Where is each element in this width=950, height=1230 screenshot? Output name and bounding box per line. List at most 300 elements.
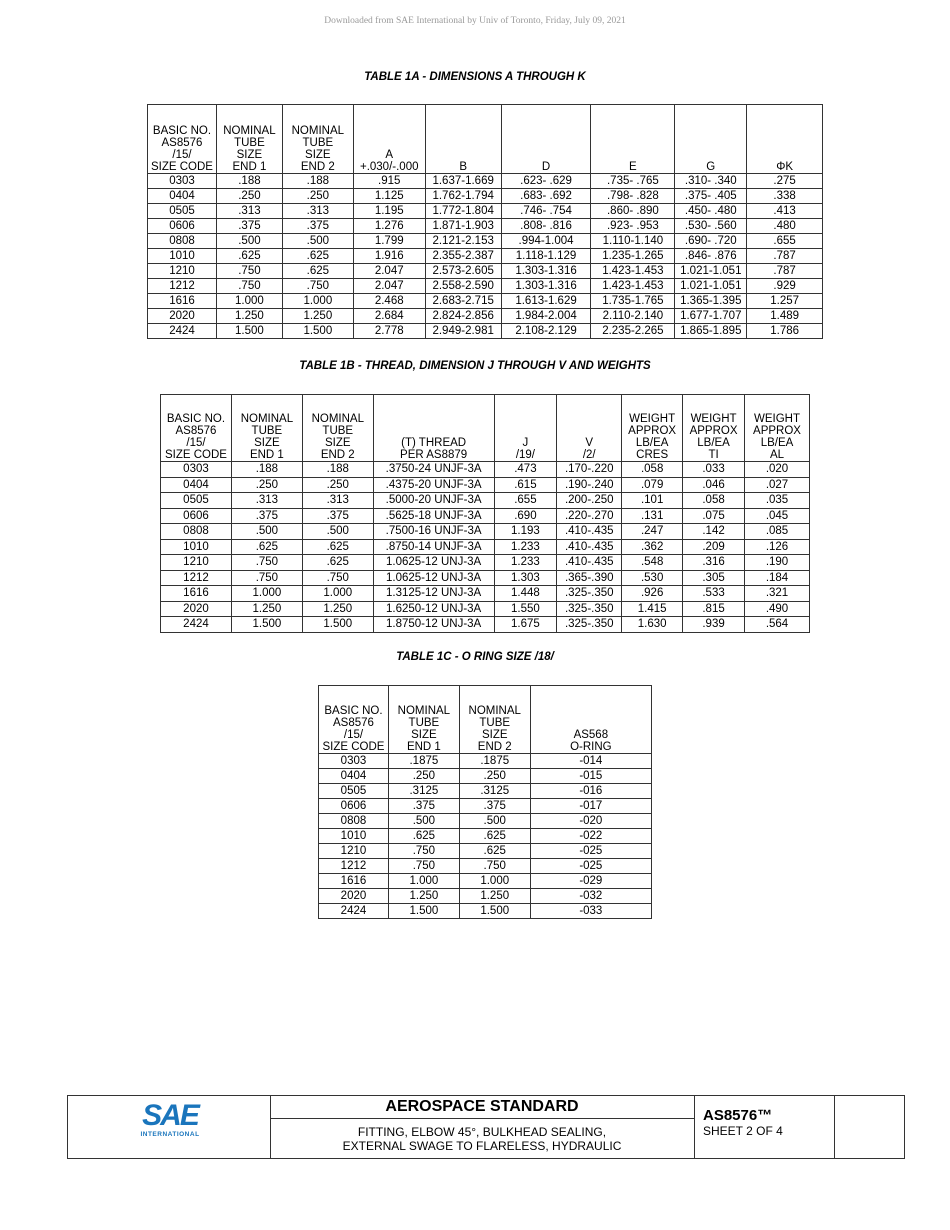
table-row <box>161 524 810 540</box>
column-header-line: WEIGHT <box>754 413 800 425</box>
table-cell: 1.193 <box>494 524 557 540</box>
column-header <box>231 395 302 462</box>
table-cell: 1.000 <box>216 294 282 309</box>
table-cell: 1.772-1.804 <box>425 204 501 219</box>
table-cell: 0606 <box>161 508 232 524</box>
table-cell: .750 <box>216 279 282 294</box>
table-cell: .815 <box>683 601 745 617</box>
column-header <box>459 686 530 754</box>
table-cell: 1.500 <box>388 904 459 919</box>
column-header-line: AS568 <box>573 729 609 741</box>
table-cell: 1.233 <box>494 555 557 571</box>
table-cell: .929 <box>747 279 823 294</box>
table-cell: 1.3125-12 UNJ-3A <box>373 586 494 602</box>
table-cell: 1.637-1.669 <box>425 174 501 189</box>
table-cell: .310- .340 <box>675 174 747 189</box>
table-cell: 1616 <box>148 294 217 309</box>
column-header-line: SIZE <box>254 437 280 449</box>
table-cell: 1.000 <box>459 874 530 889</box>
table-cell: .500 <box>282 234 353 249</box>
column-header-line: PER AS8879 <box>400 449 468 461</box>
column-header-line: NOMINAL <box>468 705 521 717</box>
table-cell: .313 <box>231 493 302 509</box>
column-header-line: V <box>585 437 594 449</box>
table-cell: -025 <box>530 844 651 859</box>
table-cell: .142 <box>683 524 745 540</box>
table-cell: .625 <box>302 555 373 571</box>
table-cell: -033 <box>530 904 651 919</box>
table-cell: 2.778 <box>353 324 425 339</box>
logo-cell <box>68 1096 271 1158</box>
table-cell: .5000-20 UNJF-3A <box>373 493 494 509</box>
table-row <box>319 859 652 874</box>
column-header-line: TUBE <box>322 425 354 437</box>
table-1a-title: TABLE 1A - DIMENSIONS A THROUGH K <box>364 71 586 83</box>
table-cell: -025 <box>530 859 651 874</box>
table-cell: 1.500 <box>231 617 302 633</box>
table-cell: .075 <box>683 508 745 524</box>
table-cell: .035 <box>745 493 810 509</box>
table-cell: 1.423-1.453 <box>591 279 675 294</box>
table-cell: .564 <box>745 617 810 633</box>
table-cell: 1.762-1.794 <box>425 189 501 204</box>
table-row <box>161 617 810 633</box>
column-header-line: NOMINAL <box>223 125 276 137</box>
column-header-line: END 1 <box>232 161 267 173</box>
table-cell: 1.786 <box>747 324 823 339</box>
table-cell: .033 <box>683 462 745 478</box>
column-header <box>302 395 373 462</box>
table-cell: 1.233 <box>494 539 557 555</box>
table-cell: 2.108-2.129 <box>501 324 591 339</box>
table-cell: .375 <box>388 799 459 814</box>
table-row <box>319 844 652 859</box>
column-header-line: SIZE <box>324 437 351 449</box>
table-cell: 1.000 <box>282 294 353 309</box>
table-cell: 1.110-1.140 <box>591 234 675 249</box>
table-cell: 0606 <box>319 799 389 814</box>
column-header-line: SIZE <box>481 729 508 741</box>
table-cell: 2.355-2.387 <box>425 249 501 264</box>
table-cell: .808- .816 <box>501 219 591 234</box>
table-cell: .625 <box>231 539 302 555</box>
column-header-line: APPROX <box>753 425 801 437</box>
table-cell: 1.500 <box>459 904 530 919</box>
column-header-line: ΦK <box>776 161 794 173</box>
table-cell: .275 <box>747 174 823 189</box>
table-cell: .027 <box>745 477 810 493</box>
table-cell: .184 <box>745 570 810 586</box>
table-cell: .994-1.004 <box>501 234 591 249</box>
column-header-line: E <box>629 161 637 173</box>
download-note: Downloaded from SAE International by Univ of Toronto, Friday, July 09, 2021 <box>324 16 626 26</box>
column-header-line: SIZE CODE <box>322 741 385 753</box>
table-cell: .170-.220 <box>557 462 622 478</box>
table-cell: .3125 <box>459 784 530 799</box>
table-cell: .4375-20 UNJF-3A <box>373 477 494 493</box>
table-cell: 0404 <box>319 769 389 784</box>
table-cell: .5625-18 UNJF-3A <box>373 508 494 524</box>
table-row <box>161 570 810 586</box>
table-cell: .375 <box>231 508 302 524</box>
table-row <box>319 769 652 784</box>
table-row <box>148 174 823 189</box>
column-header-line: SIZE CODE <box>150 161 213 173</box>
table-cell: .3125 <box>388 784 459 799</box>
column-header <box>282 105 353 174</box>
table-cell: .362 <box>622 539 683 555</box>
table-1c-title: TABLE 1C - O RING SIZE /18/ <box>396 651 554 663</box>
table-row <box>161 539 810 555</box>
table-cell: 1.250 <box>459 889 530 904</box>
table-cell: .188 <box>216 174 282 189</box>
table-cell: .623- .629 <box>501 174 591 189</box>
table-header-row <box>148 105 823 174</box>
column-header <box>494 395 557 462</box>
table-cell: .305 <box>683 570 745 586</box>
table-row <box>319 874 652 889</box>
table-cell: .079 <box>622 477 683 493</box>
table-cell: .247 <box>622 524 683 540</box>
table-row <box>148 309 823 324</box>
table-cell: 1.000 <box>388 874 459 889</box>
table-cell: 0303 <box>161 462 232 478</box>
column-header <box>319 686 389 754</box>
table-cell: -022 <box>530 829 651 844</box>
column-header <box>388 686 459 754</box>
table-cell: 1.500 <box>282 324 353 339</box>
table-cell: 0505 <box>161 493 232 509</box>
column-header-line: WEIGHT <box>629 413 676 425</box>
table-cell: 0505 <box>148 204 217 219</box>
table-cell: 2.121-2.153 <box>425 234 501 249</box>
column-header-line: /15/ <box>343 729 364 741</box>
table-cell: 1.550 <box>494 601 557 617</box>
table-row <box>148 324 823 339</box>
table-cell: 1.250 <box>388 889 459 904</box>
column-header-line: B <box>459 161 467 173</box>
table-cell: 2.683-2.715 <box>425 294 501 309</box>
column-header-line: J <box>522 437 529 449</box>
column-header-line: /19/ <box>515 449 535 461</box>
table-cell: .735- .765 <box>591 174 675 189</box>
table-cell: .058 <box>683 493 745 509</box>
table-cell: 2020 <box>148 309 217 324</box>
table-cell: .530 <box>622 570 683 586</box>
column-header-line: APPROX <box>689 425 738 437</box>
table-row <box>161 462 810 478</box>
table-cell: .625 <box>302 539 373 555</box>
table-cell: .750 <box>388 859 459 874</box>
table-cell: .313 <box>302 493 373 509</box>
table-cell: .085 <box>745 524 810 540</box>
column-header <box>501 105 591 174</box>
table-cell: 1.235-1.265 <box>591 249 675 264</box>
column-header-line: CRES <box>636 449 669 461</box>
table-cell: .200-.250 <box>557 493 622 509</box>
table-cell: 1.250 <box>302 601 373 617</box>
table-cell: 0505 <box>319 784 389 799</box>
column-header-line: BASIC NO. <box>166 413 226 425</box>
table-cell: 1.021-1.051 <box>675 279 747 294</box>
table-cell: 1210 <box>148 264 217 279</box>
table-cell: 1.250 <box>231 601 302 617</box>
column-header-line: TUBE <box>408 717 440 729</box>
table-cell: .313 <box>216 204 282 219</box>
table-cell: 0404 <box>148 189 217 204</box>
table-cell: 1.500 <box>216 324 282 339</box>
table-cell: .846- .876 <box>675 249 747 264</box>
table-cell: 1.118-1.129 <box>501 249 591 264</box>
table-cell: 1616 <box>319 874 389 889</box>
table-cell: 1.916 <box>353 249 425 264</box>
column-header <box>216 105 282 174</box>
table-1b <box>160 394 810 633</box>
column-header-line: A <box>385 149 394 161</box>
table-cell: .500 <box>216 234 282 249</box>
table-cell: .190 <box>745 555 810 571</box>
table-cell: .615 <box>494 477 557 493</box>
table-cell: .220-.270 <box>557 508 622 524</box>
table-row <box>161 477 810 493</box>
table-row <box>161 493 810 509</box>
table-row <box>161 555 810 571</box>
table-cell: .625 <box>459 844 530 859</box>
table-row <box>148 279 823 294</box>
table-1a <box>147 104 823 339</box>
description-line-2: EXTERNAL SWAGE TO FLARELESS, HYDRAULIC <box>342 1139 622 1153</box>
table-cell: 1.125 <box>353 189 425 204</box>
table-cell: 2.110-2.140 <box>591 309 675 324</box>
table-cell: 0808 <box>161 524 232 540</box>
column-header-line: G <box>706 161 716 173</box>
table-row <box>319 754 652 769</box>
column-header-line: TUBE <box>251 425 283 437</box>
table-cell: .325-.350 <box>557 601 622 617</box>
table-row <box>161 586 810 602</box>
column-header-line: TUBE <box>479 717 511 729</box>
table-cell: .413 <box>747 204 823 219</box>
table-cell: .410-.435 <box>557 539 622 555</box>
table-cell: 2.949-2.981 <box>425 324 501 339</box>
table-cell: .750 <box>459 859 530 874</box>
table-cell: .915 <box>353 174 425 189</box>
table-cell: .798- .828 <box>591 189 675 204</box>
table-row <box>319 784 652 799</box>
column-header-line: O-RING <box>570 741 612 753</box>
table-cell: 1.276 <box>353 219 425 234</box>
table-cell: 1.677-1.707 <box>675 309 747 324</box>
table-cell: 1.250 <box>282 309 353 324</box>
column-header-line: +.030/-.000 <box>359 161 419 173</box>
column-header <box>373 395 494 462</box>
table-cell: 1.500 <box>302 617 373 633</box>
table-cell: .7500-16 UNJF-3A <box>373 524 494 540</box>
column-header-line: AS8576 <box>175 425 217 437</box>
column-header-line: NOMINAL <box>397 705 451 717</box>
column-header-line: NOMINAL <box>311 413 364 425</box>
description-line-1: FITTING, ELBOW 45°, BULKHEAD SEALING, <box>357 1125 607 1139</box>
table-cell: 1.613-1.629 <box>501 294 591 309</box>
table-cell: 1212 <box>161 570 232 586</box>
table-cell: 1.195 <box>353 204 425 219</box>
table-cell: -014 <box>530 754 651 769</box>
column-header <box>683 395 745 462</box>
table-cell: .530- .560 <box>675 219 747 234</box>
column-header-line: TI <box>708 449 719 461</box>
table-cell: .250 <box>459 769 530 784</box>
table-cell: .375- .405 <box>675 189 747 204</box>
table-cell: .313 <box>282 204 353 219</box>
column-header <box>675 105 747 174</box>
table-cell: 1212 <box>148 279 217 294</box>
table-row <box>319 904 652 919</box>
table-cell: .625 <box>282 249 353 264</box>
table-cell: .375 <box>216 219 282 234</box>
table-cell: -032 <box>530 889 651 904</box>
table-cell: 1.6250-12 UNJ-3A <box>373 601 494 617</box>
table-cell: .250 <box>388 769 459 784</box>
table-row <box>148 249 823 264</box>
table-cell: .926 <box>622 586 683 602</box>
column-header-line: LB/EA <box>760 437 794 449</box>
column-header-line: /15/ <box>186 437 206 449</box>
table-cell: 1.489 <box>747 309 823 324</box>
table-cell: .683- .692 <box>501 189 591 204</box>
table-cell: .750 <box>231 555 302 571</box>
table-cell: .473 <box>494 462 557 478</box>
table-cell: 1.257 <box>747 294 823 309</box>
column-header-line: /2/ <box>582 449 596 461</box>
table-cell: .860- .890 <box>591 204 675 219</box>
table-cell: 0404 <box>161 477 232 493</box>
table-cell: .500 <box>231 524 302 540</box>
column-header <box>622 395 683 462</box>
table-cell: .450- .480 <box>675 204 747 219</box>
sae-logo <box>138 1101 202 1138</box>
column-header-line: TUBE <box>302 137 334 149</box>
table-cell: .188 <box>231 462 302 478</box>
table-cell: 1.448 <box>494 586 557 602</box>
table-cell: .131 <box>622 508 683 524</box>
table-cell: .625 <box>388 829 459 844</box>
column-header-line: SIZE CODE <box>164 449 227 461</box>
table-cell: .045 <box>745 508 810 524</box>
table-cell: 1010 <box>161 539 232 555</box>
table-cell: .750 <box>231 570 302 586</box>
table-cell: .1875 <box>459 754 530 769</box>
column-header-line: LB/EA <box>697 437 730 449</box>
table-row <box>148 189 823 204</box>
table-cell: 1.000 <box>302 586 373 602</box>
table-row <box>319 889 652 904</box>
table-cell: 1210 <box>319 844 389 859</box>
table-cell: .250 <box>231 477 302 493</box>
table-cell: -017 <box>530 799 651 814</box>
title-cell <box>270 1096 695 1158</box>
table-cell: .365-.390 <box>557 570 622 586</box>
table-cell: 1212 <box>319 859 389 874</box>
table-cell: 1616 <box>161 586 232 602</box>
table-cell: .058 <box>622 462 683 478</box>
table-cell: 1.0625-12 UNJ-3A <box>373 555 494 571</box>
table-cell: 2.824-2.856 <box>425 309 501 324</box>
table-cell: .625 <box>216 249 282 264</box>
column-header-line: LB/EA <box>635 437 669 449</box>
table-row <box>319 799 652 814</box>
column-header-line: NOMINAL <box>291 125 345 137</box>
column-header-line: /15/ <box>172 149 192 161</box>
table-cell: .250 <box>216 189 282 204</box>
table-cell: .655 <box>494 493 557 509</box>
column-header <box>591 105 675 174</box>
table-cell: 2.047 <box>353 264 425 279</box>
table-1b-title: TABLE 1B - THREAD, DIMENSION J THROUGH V AND WEIGHTS <box>299 360 651 372</box>
column-header <box>557 395 622 462</box>
table-cell: 1.871-1.903 <box>425 219 501 234</box>
table-cell: .787 <box>747 264 823 279</box>
table-cell: .500 <box>302 524 373 540</box>
table-cell: -020 <box>530 814 651 829</box>
table-cell: .316 <box>683 555 745 571</box>
table-cell: .787 <box>747 249 823 264</box>
table-row <box>148 219 823 234</box>
column-header-line: AS8576 <box>333 717 374 729</box>
table-cell: 1010 <box>319 829 389 844</box>
table-cell: .490 <box>745 601 810 617</box>
table-cell: 2.235-2.265 <box>591 324 675 339</box>
table-row <box>319 814 652 829</box>
table-cell: 1.984-2.004 <box>501 309 591 324</box>
column-header <box>530 686 651 754</box>
table-header-row <box>161 395 810 462</box>
table-cell: .750 <box>302 570 373 586</box>
column-header <box>425 105 501 174</box>
table-cell: .188 <box>302 462 373 478</box>
table-row <box>148 204 823 219</box>
column-header-line: AS8576 <box>161 137 203 149</box>
table-cell: .8750-14 UNJF-3A <box>373 539 494 555</box>
table-cell: 1.865-1.895 <box>675 324 747 339</box>
table-cell: 1.799 <box>353 234 425 249</box>
table-row <box>319 829 652 844</box>
part-description <box>270 1119 694 1153</box>
table-cell: 0808 <box>319 814 389 829</box>
sae-logo-subtext: INTERNATIONAL <box>140 1131 200 1138</box>
table-cell: .690- .720 <box>675 234 747 249</box>
column-header <box>161 395 232 462</box>
column-header-line: D <box>541 161 551 173</box>
table-cell: .209 <box>683 539 745 555</box>
table-cell: .250 <box>302 477 373 493</box>
table-cell: .325-.350 <box>557 617 622 633</box>
table-cell: .375 <box>282 219 353 234</box>
table-cell: .126 <box>745 539 810 555</box>
column-header-line: BASIC NO. <box>152 125 212 137</box>
table-cell: .480 <box>747 219 823 234</box>
table-cell: 0606 <box>148 219 217 234</box>
table-cell: .500 <box>459 814 530 829</box>
table-cell: 2.468 <box>353 294 425 309</box>
table-cell: .325-.350 <box>557 586 622 602</box>
table-cell: 1.000 <box>231 586 302 602</box>
table-cell: 1210 <box>161 555 232 571</box>
column-header <box>745 395 810 462</box>
table-cell: .1875 <box>388 754 459 769</box>
doc-number-cell <box>694 1096 835 1158</box>
column-header-line: END 2 <box>477 741 512 753</box>
table-cell: 1.303-1.316 <box>501 264 591 279</box>
